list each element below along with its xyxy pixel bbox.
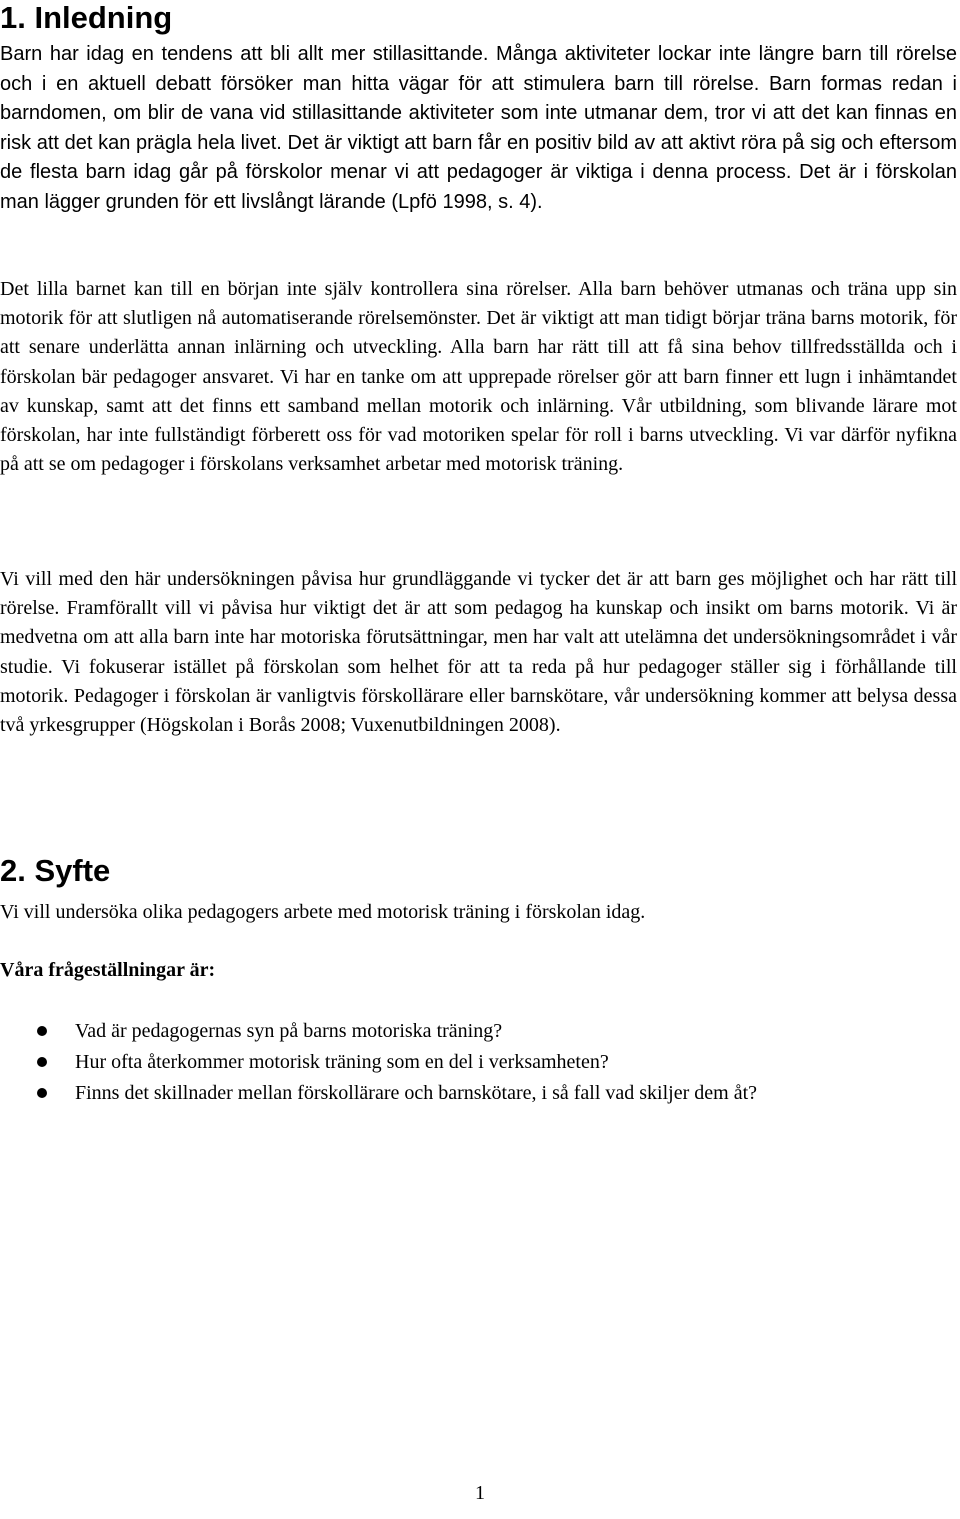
purpose-statement: Vi vill undersöka olika pedagogers arbete med motorisk träning i förskolan idag. (0, 901, 646, 923)
intro-paragraph-2: Det lilla barnet kan till en början inte själv kontrollera sina rörelser. Alla barn behöver utmanas och träna upp sin motorik för att slutligen nå automatiserande rörelsemönster. Det är viktigt att man tidigt börjar träna barns motorik, för att senare underlätta annan inlärning och utveckling. Alla barn har rätt till att få sina behov tillfredsställda och i förskolan bär pedagoger ansvaret. Vi har en tanke om att upprepade rörelser gör att barn finner ett lugn i inhämtandet av kunskap, samt att det finns ett samband mellan motorik och inlärning. Vår utbildning, som blivande lärare mot förskolan, har inte fullständigt förberett oss för vad motoriken spelar för roll i barns utveckling. Vi var därför nyfikna på att se om pedagoger i förskolans verksamhet arbetar med motorisk träning. (0, 278, 957, 476)
intro-paragraph-1: Barn har idag en tendens att bli allt mer stillasittande. Många aktiviteter lockar inte längre barn till rörelse och i en aktuell debatt försöker man hitta vägar för att stimulera barn till rörelse. Barn formas redan i barndomen, om blir de vana vid stillasittande aktiviteter som inte utmanar dem, tror vi att det kan finnas en risk att det kan prägla hela livet. Det är viktigt att barn får en positiv bild av att aktivt röra på sig och eftersom de flesta barn idag går på förskolor menar vi att pedagoger är viktiga i denna process. Det är i förskolan man lägger grunden för ett livslångt lärande (Lpfö 1998, s. 4). (0, 43, 957, 213)
question-text: Finns det skillnader mellan förskollärare och barnskötare, i så fall vad skiljer dem åt? (75, 1082, 758, 1104)
intro-paragraph-3: Vi vill med den här undersökningen påvisa hur grundläggande vi tycker det är att barn ges möjlighet och har rätt till rörelse. Framförallt vill vi påvisa hur viktigt det är att som pedagog ha kunskap och insikt om barns motorik. Vi är medvetna om att alla barn inte har motoriska förutsättningar, men har valt att utelämna det undersökningsområdet i vår studie. Vi fokuserar istället på förskolan som helhet för att ta reda på hur pedagoger ställer sig i förhållande till motorik. Pedagoger i förskolan är vanligtvis förskollärare eller barnskötare, vår undersökning kommer att belysa dessa två yrkesgrupper (Högskolan i Borås 2008; Vuxenutbildningen 2008). (0, 568, 957, 737)
bullet-icon (37, 1026, 47, 1036)
bullet-icon (37, 1088, 47, 1098)
question-text: Hur ofta återkommer motorisk träning som en del i verksamheten? (75, 1051, 609, 1073)
section-heading-introduction: 1. Inledning (0, 0, 173, 35)
section-heading-purpose: 2. Syfte (0, 853, 111, 888)
questions-heading: Våra frågeställningar är: (0, 959, 216, 981)
question-text: Vad är pedagogernas syn på barns motoriska träning? (75, 1020, 503, 1042)
bullet-icon (37, 1057, 47, 1067)
page-number: 1 (475, 1482, 485, 1504)
